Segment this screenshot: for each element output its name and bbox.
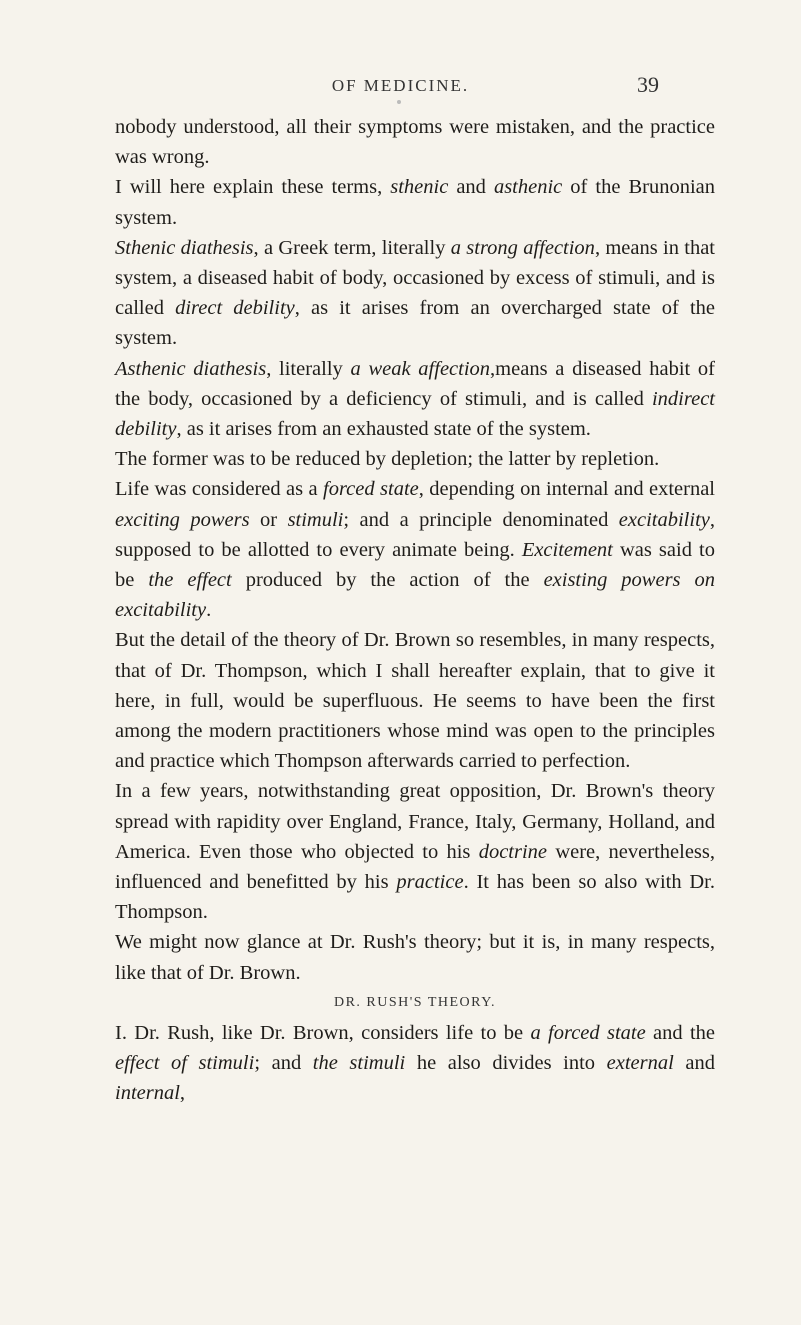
text-run: We might now glance at Dr. Rush's theory; but it is, in many respects, like that of Dr. Brown. [115, 931, 715, 984]
ink-spot [397, 100, 401, 104]
text-run: , a Greek term, literally [253, 236, 451, 259]
paragraph [115, 233, 715, 354]
text-run: , literally [266, 357, 351, 380]
text-run: , depending on internal and external [418, 478, 716, 501]
text-run: , means in that system, a diseased habit of body, occasioned by excess of stimuli, and is called [115, 236, 715, 320]
text-run: and [673, 1052, 715, 1075]
paragraph [115, 776, 715, 927]
text-run: , as it arises from an overcharged state of the system. [115, 297, 715, 350]
text-run: , supposed to be allotted to every animate being. [115, 508, 715, 561]
text-run: The former was to be reduced by depletion; the latter by repletion. [115, 448, 660, 471]
text-run: Life was considered as a [115, 478, 324, 501]
running-head: OF MEDICINE. [331, 76, 470, 95]
italic-text: doctrine [478, 840, 548, 863]
text-run: I will here explain these terms, [115, 176, 391, 199]
text-run: ; and a principle denominated [343, 508, 619, 531]
italic-text: excitability [618, 508, 710, 531]
italic-text: exciting powers [115, 508, 250, 531]
text-run: and the [645, 1021, 716, 1044]
italic-text: indirect debility [115, 387, 715, 441]
paragraph [115, 112, 715, 172]
italic-text: Excitement [521, 538, 613, 561]
italic-text: effect of stimuli [115, 1052, 255, 1075]
italic-text: Sthenic diathesis [115, 236, 254, 259]
page-header [0, 70, 801, 110]
italic-text: internal [115, 1082, 180, 1105]
body-text [115, 112, 715, 1109]
italic-text: sthenic [390, 176, 449, 199]
text-run: , [179, 1082, 186, 1105]
italic-text: existing powers on excitability [115, 569, 715, 622]
italic-text: direct debility [175, 297, 295, 320]
italic-text: a weak affection [350, 357, 491, 380]
paragraph [115, 1018, 715, 1109]
text-run: and [448, 176, 494, 199]
text-run: I. Dr. Rush, like Dr. Brown, considers life to be [115, 1021, 531, 1044]
italic-text: stimuli [287, 508, 344, 531]
italic-text: the effect [148, 569, 232, 592]
text-run: ,means a diseased habit of the body, occasioned by a deficiency of stimuli, and is called [115, 357, 716, 410]
paragraph [115, 172, 715, 232]
paragraph [115, 625, 715, 776]
section-heading: DR. RUSH'S THEORY. [333, 994, 497, 1010]
italic-text: practice [396, 871, 464, 894]
text-run: or [249, 508, 288, 531]
italic-text: Asthenic diathesis [115, 357, 267, 380]
text-run: But the detail of the theory of Dr. Brown so resembles, in many respects, that of Dr. Thompson, which I shall hereafter explain, that to give it here, in full, would be superfluous. He seems to have been the first among the modern practitioners whose mind was open to the principles and practice which Thompson afterwards carried to perfection. [115, 629, 715, 773]
text-run: was said to be [115, 538, 715, 592]
text-run: In a few years, notwithstanding great opposition, Dr. Brown's theory spread with rapidity over England, France, Italy, Germany, Holland, and America. Even those who objected to his [115, 780, 715, 863]
italic-text: asthenic [493, 176, 563, 199]
italic-text: forced state [323, 478, 419, 501]
paragraph [115, 354, 715, 445]
italic-text: the stimuli [312, 1052, 406, 1075]
italic-text: a strong affection [450, 236, 595, 259]
text-run: . It has been so also with Dr. Thompson. [115, 871, 715, 924]
page-number: 39 [637, 72, 659, 97]
text-run: he also divides into [405, 1052, 607, 1075]
paragraph [115, 927, 715, 987]
text-run: . [206, 599, 212, 622]
paragraph [115, 444, 715, 474]
text-run: nobody understood, all their symptoms were mistaken, and the practice was wrong. [115, 116, 715, 169]
italic-text: external [606, 1052, 674, 1075]
text-run: were, nevertheless, influenced and benefitted by his [115, 840, 715, 894]
paragraph [115, 474, 715, 625]
text-run: ; and [254, 1052, 313, 1075]
text-run: of the Brunonian system. [115, 176, 715, 229]
text-run: produced by the action of the [231, 569, 544, 592]
text-run: , as it arises from an exhausted state of the system. [176, 418, 591, 441]
italic-text: a forced state [530, 1021, 646, 1044]
